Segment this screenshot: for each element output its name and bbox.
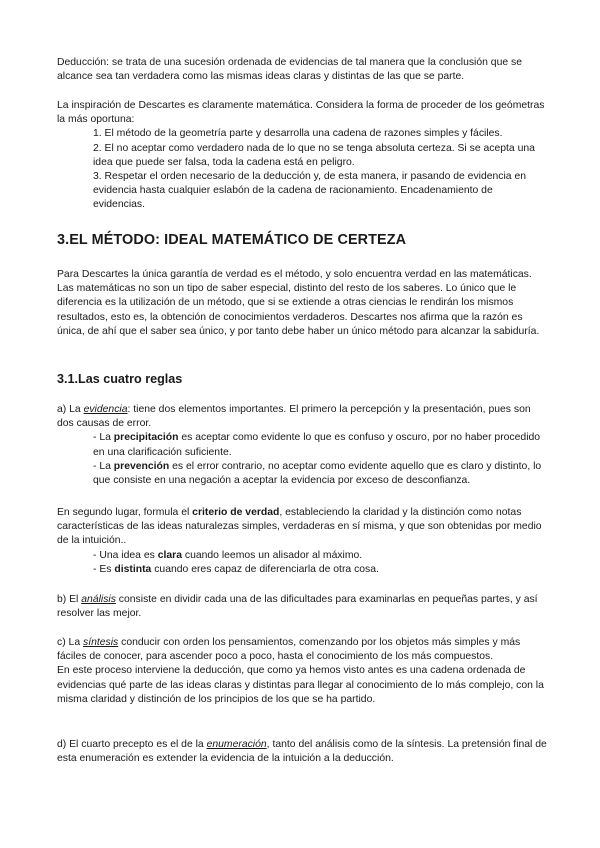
inspiracion-item-3: 3. Respetar el orden necesario de la deducción y, de esta manera, ir pasando de evidencia en evidencia hasta cualquier eslabón de la cadena de racionamiento. Encadenamiento de evidencias. <box>93 171 527 211</box>
term-sintesis: síntesis <box>83 637 119 648</box>
rule-b-block <box>57 593 547 621</box>
prevencion-item: - La prevención es el error contrario, no aceptar como evidente aquello que es claro y distinto, lo que consiste en una negación a aceptar la evidencia por exceso de desconfianza. <box>93 460 542 487</box>
inspiracion-intro: La inspiración de Descartes es claramente matemática. Considera la forma de proceder de los geómetras la más oportuna: <box>57 100 545 126</box>
rule-c-extra: En este proceso interviene la deducción, que como ya hemos visto antes es una cadena ordenada de evidencias qué parte de las ideas claras y distintas para llegar al conocimiento de lo más complejo, con la misma claridad y distinción de los principios de los que se ha partido. <box>57 665 544 705</box>
section-3-paragraph <box>57 268 547 339</box>
term-analisis: análisis <box>81 594 116 605</box>
term-enumeracion: enumeración <box>206 739 267 750</box>
section-3-text: Para Descartes la única garantía de verdad es el método, y solo encuentra verdad en las matemáticas. Las matemáticas no son un tipo de saber especial, distinto del resto de los saberes. Lo único que le diferencia es la utilización de un método, que si se extiende a otras ciencias le rendirán los mismos resultados, esto es, la obtención de conocimientos verdaderos. Descartes nos afirma que la razón es única, de ahí que el saber sea único, y por tanto debe haber un único método para alcanzar la sabiduría. <box>57 269 540 337</box>
section-3-title: 3.EL MÉTODO: IDEAL MATEMÁTICO DE CERTEZA <box>57 232 407 248</box>
inspiracion-item-1: 1. El método de la geometría parte y desarrolla una cadena de razones simples y fáciles. <box>93 128 503 140</box>
term-evidencia: evidencia <box>83 404 128 415</box>
clara-item: - Una idea es clara cuando leemos un alisador al máximo. <box>93 549 363 561</box>
inspiracion-block <box>57 99 547 213</box>
rule-a-block <box>57 403 547 488</box>
criterio-block <box>57 506 547 577</box>
deduccion-paragraph <box>57 56 547 84</box>
rule-a-text: a) La evidencia: tiene dos elementos importantes. El primero la percepción y la presentación, pues son dos causas de error. <box>57 404 531 430</box>
criterio-text: En segundo lugar, formula el criterio de verdad, estableciendo la claridad y la distinción como notas características de las ideas naturalezas simples, verdaderas en sí misma, y que son obtenidas por medio de la intuición.. <box>57 507 542 547</box>
rule-c-text: c) La síntesis conducir con orden los pensamientos, comenzando por los objetos más simples y más fáciles de conocer, para ascender poco a poco, hasta el conocimiento de los más compuestos. <box>57 637 521 663</box>
precipitacion-item: - La precipitación es aceptar como evidente lo que es confuso y oscuro, por no haber procedido en una clarificación suficiente. <box>93 432 541 458</box>
distinta-item: - Es distinta cuando eres capaz de diferenciarla de otra cosa. <box>93 563 379 575</box>
rule-c-block <box>57 636 547 707</box>
deduccion-text: Deducción: se trata de una sucesión ordenada de evidencias de tal manera que la conclusión que se alcance sea tan verdadera como las mismas ideas claras y distintas de las que se parte. <box>57 57 523 83</box>
rule-d-text: d) El cuarto precepto es el de la enumeración, tanto del análisis como de la síntesis. La pretensión final de esta enumeración es extender la evidencia de la intuición a la deducción. <box>57 739 547 765</box>
rule-d-block <box>57 738 547 766</box>
rule-b-text: b) El análisis consiste en dividir cada una de las dificultades para examinarlas en pequeñas partes, y así resolver las mejor. <box>57 594 538 620</box>
inspiracion-item-2: 2. El no aceptar como verdadero nada de lo que no se tenga absoluta certeza. Si se acepta una idea que puede ser falsa, toda la cadena está en peligro. <box>93 142 535 168</box>
section-3-1-title: 3.1.Las cuatro reglas <box>57 372 183 386</box>
